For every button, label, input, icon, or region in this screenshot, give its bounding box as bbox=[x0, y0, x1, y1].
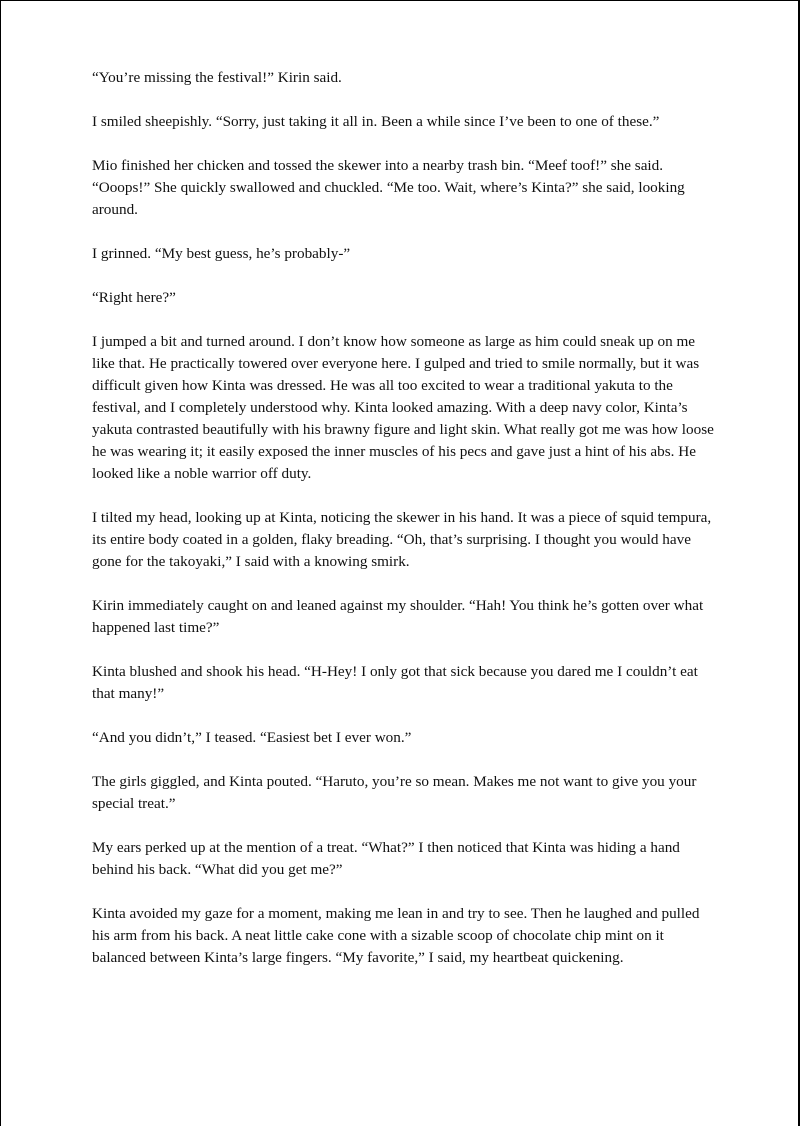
paragraph: I grinned. “My best guess, he’s probably-” bbox=[92, 245, 351, 262]
paragraph: “Right here?” bbox=[92, 289, 176, 306]
paragraph: Mio finished her chicken and tossed the skewer into a nearby trash bin. “Meef toof!” she said. “Ooops!” She quickly swallowed and chuckled. “Me too. Wait, where’s Kinta?” she said, looking around. bbox=[92, 157, 685, 218]
paragraph: I smiled sheepishly. “Sorry, just taking it all in. Been a while since I’ve been to one of these.” bbox=[92, 113, 660, 130]
paragraph: Kirin immediately caught on and leaned against my shoulder. “Hah! You think he’s gotten over what happened last time?” bbox=[92, 597, 704, 636]
paragraph: Kinta avoided my gaze for a moment, making me lean in and try to see. Then he laughed and pulled his arm from his back. A neat little cake cone with a sizable scoop of chocolate chip mint on it balanced between Kinta’s large fingers. “My favorite,” I said, my heartbeat quickening. bbox=[92, 905, 700, 966]
paragraph: Kinta blushed and shook his head. “H-Hey! I only got that sick because you dared me I couldn’t eat that many!” bbox=[92, 663, 698, 702]
paragraph: I tilted my head, looking up at Kinta, noticing the skewer in his hand. It was a piece of squid tempura, its entire body coated in a golden, flaky breading. “Oh, that’s surprising. I thought you would have gone for the takoyaki,” I said with a knowing smirk. bbox=[92, 509, 712, 570]
paragraph: My ears perked up at the mention of a treat. “What?” I then noticed that Kinta was hiding a hand behind his back. “What did you get me?” bbox=[92, 839, 680, 878]
page-body bbox=[92, 67, 714, 991]
paragraph: “You’re missing the festival!” Kirin said. bbox=[92, 69, 342, 86]
paragraph: I jumped a bit and turned around. I don’t know how someone as large as him could sneak up on me like that. He practically towered over everyone here. I gulped and tried to smile normally, but it was difficult given how Kinta was dressed. He was all too excited to wear a traditional yakuta to the festival, and I completely understood why. Kinta looked amazing. With a deep navy color, Kinta’s yakuta contrasted beautifully with his brawny figure and light skin. What really got me was how loose he was wearing it; it easily exposed the inner muscles of his pecs and gave just a hint of his abs. He looked like a noble warrior off duty. bbox=[92, 333, 714, 482]
paragraph: “And you didn’t,” I teased. “Easiest bet I ever won.” bbox=[92, 729, 412, 746]
paragraph: The girls giggled, and Kinta pouted. “Haruto, you’re so mean. Makes me not want to give you your special treat.” bbox=[92, 773, 697, 812]
